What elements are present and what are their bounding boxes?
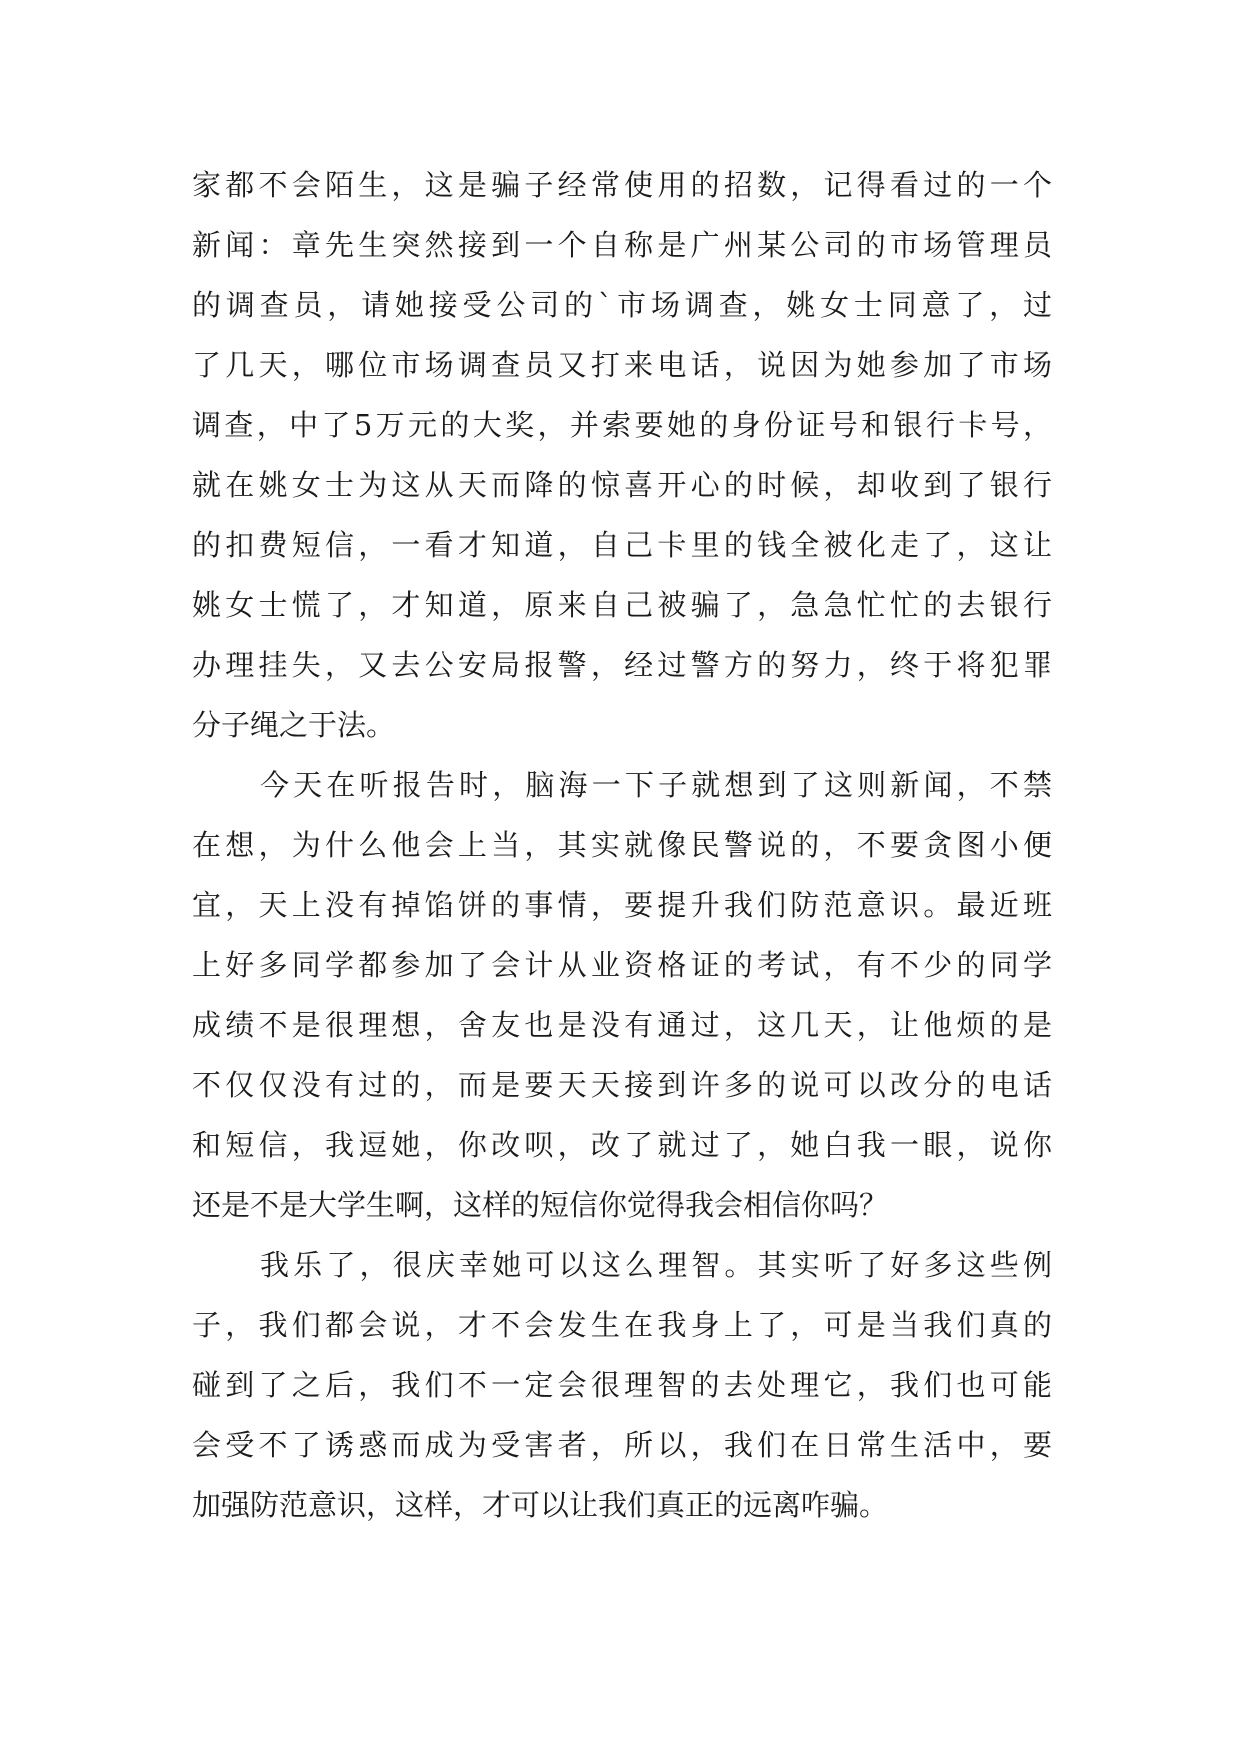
document-body [192, 155, 1052, 1535]
text-line: 的调查员，请她接受公司的`市场调查，姚女士同意了，过 [192, 288, 1052, 322]
text-line: 还是不是大学生啊，这样的短信你觉得我会相信你吗？ [192, 1188, 889, 1222]
text-line: 了几天，哪位市场调查员又打来电话，说因为她参加了市场 [192, 348, 1052, 382]
text-line: 的扣费短信，一看才知道，自己卡里的钱全被化走了，这让 [192, 528, 1052, 562]
paragraph-2 [192, 755, 1052, 1235]
text-line: 姚女士慌了，才知道，原来自己被骗了，急急忙忙的去银行 [192, 588, 1052, 622]
text-line: 今天在听报告时，脑海一下子就想到了这则新闻，不禁 [260, 768, 1052, 802]
text-line: 在想，为什么他会上当，其实就像民警说的，不要贪图小便 [192, 828, 1052, 862]
text-line: 会受不了诱惑而成为受害者，所以，我们在日常生活中，要 [192, 1428, 1052, 1462]
text-line: 宜，天上没有掉馅饼的事情，要提升我们防范意识。最近班 [192, 888, 1052, 922]
text-line: 成绩不是很理想，舍友也是没有通过，这几天，让他烦的是 [192, 1008, 1052, 1042]
text-line: 和短信，我逗她，你改呗，改了就过了，她白我一眼，说你 [192, 1128, 1052, 1162]
text-line: 子，我们都会说，才不会发生在我身上了，可是当我们真的 [192, 1308, 1052, 1342]
text-line: 调查，中了5万元的大奖，并索要她的身份证号和银行卡号， [192, 408, 1052, 442]
text-line: 上好多同学都参加了会计从业资格证的考试，有不少的同学 [192, 948, 1052, 982]
text-line: 加强防范意识，这样，才可以让我们真正的远离咋骗。 [192, 1488, 889, 1522]
text-line: 我乐了，很庆幸她可以这么理智。其实听了好多这些例 [260, 1248, 1052, 1282]
text-line: 家都不会陌生，这是骗子经常使用的招数，记得看过的一个 [192, 168, 1052, 202]
text-line: 碰到了之后，我们不一定会很理智的去处理它，我们也可能 [192, 1368, 1052, 1402]
text-line: 就在姚女士为这从天而降的惊喜开心的时候，却收到了银行 [192, 468, 1052, 502]
text-line: 分子绳之于法。 [192, 708, 396, 742]
paragraph-3 [192, 1235, 1052, 1535]
paragraph-1 [192, 155, 1052, 755]
text-line: 不仅仅没有过的，而是要天天接到许多的说可以改分的电话 [192, 1068, 1052, 1102]
text-line: 办理挂失，又去公安局报警，经过警方的努力，终于将犯罪 [192, 648, 1052, 682]
text-line: 新闻：章先生突然接到一个自称是广州某公司的市场管理员 [192, 228, 1052, 262]
